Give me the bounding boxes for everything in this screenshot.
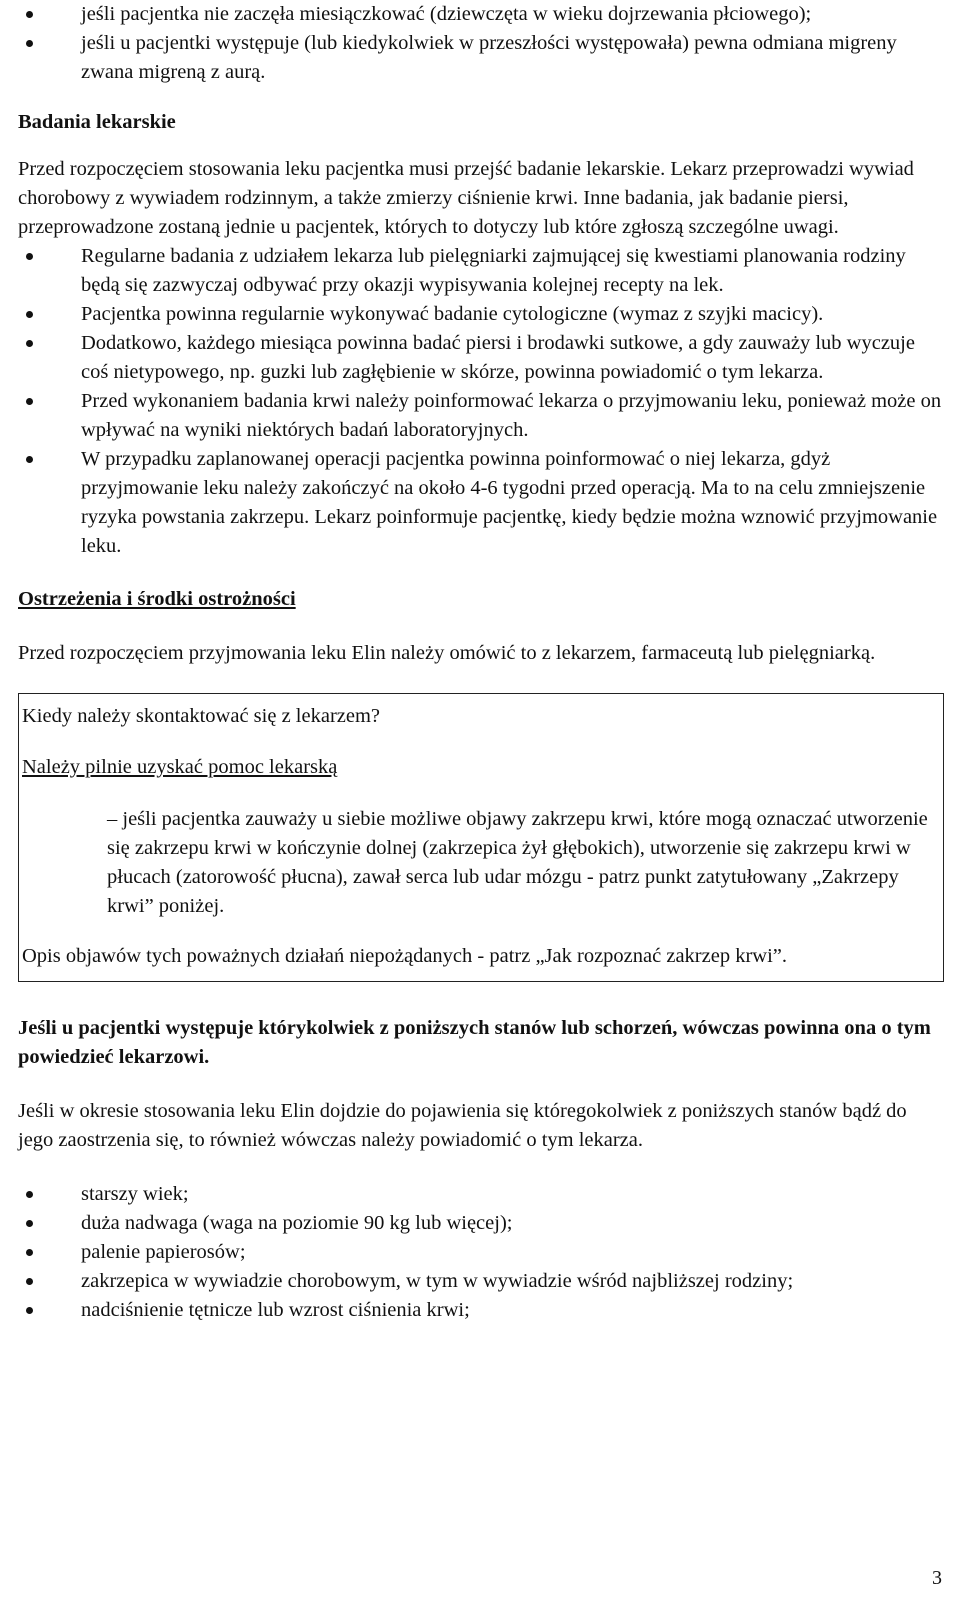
list-item: Przed wykonaniem badania krwi należy poinformować lekarza o przyjmowaniu leku, ponieważ może on wpływać na wyniki niektórych badań laboratoryjnych. [18,387,943,445]
risk-factor-list [18,1180,943,1325]
list-item: Dodatkowo, każdego miesiąca powinna badać piersi i brodawki sutkowe, a gdy zauważy lub wyczuje coś nietypowego, np. guzki lub zagłębienie w skórze, powinna powiadomić o tym lekarza. [18,329,943,387]
badania-list [18,242,943,561]
list-item: palenie papierosów; [18,1238,943,1267]
section-heading-badania: Badania lekarskie [18,111,176,133]
page-number: 3 [932,1567,942,1589]
ostrzezenia-intro: Przed rozpoczęciem przyjmowania leku Elin należy omówić to z lekarzem, farmaceutą lub pielęgniarką. [18,642,876,664]
list-item: jeśli pacjentka nie zaczęła miesiączkować (dziewczęta w wieku dojrzewania płciowego); [18,0,943,29]
list-item: starszy wiek; [18,1180,943,1209]
contraindication-list [18,0,943,87]
section-heading-ostrzezenia: Ostrzeżenia i środki ostrożności [18,588,296,610]
badania-intro: Przed rozpoczęciem stosowania leku pacjentka musi przejść badanie lekarskie. Lekarz przeprowadzi wywiad chorobowy z wywiadem rodzinnym, a także zmierzy ciśnienie krwi. Inne badania, jak badanie piersi, przeprowadzone zostaną jednie u pacjentek, których to dotyczy lub które zgłoszą szczególne uwagi. [18,158,914,238]
box-urgent-heading: Należy pilnie uzyskać pomoc lekarską [22,756,338,778]
stany-intro: Jeśli w okresie stosowania leku Elin dojdzie do pojawienia się któregokolwiek z poniższych stanów bądź do jego zaostrzenia się, to również wówczas należy powiadomić o tym lekarza. [18,1100,907,1151]
list-item: Regularne badania z udziałem lekarza lub pielęgniarki zajmującej się kwestiami planowania rodziny będą się zazwyczaj odbywać przy okazji wypisywania kolejnej recepty na lek. [18,242,943,300]
list-item: nadciśnienie tętnicze lub wzrost ciśnienia krwi; [18,1296,943,1325]
document-page [18,0,943,1325]
list-item: zakrzepica w wywiadzie chorobowym, w tym w wywiadzie wśród najbliższej rodziny; [18,1267,943,1296]
list-item: duża nadwaga (waga na poziomie 90 kg lub więcej); [18,1209,943,1238]
box-dash-item: – jeśli pacjentka zauważy u siebie możliwe objawy zakrzepu krwi, które mogą oznaczać utworzenie się zakrzepu krwi w kończynie dolnej (zakrzepica żył głębokich), utworzenie się zakrzepu krwi w płucach (zatorowość płucna), zawał serca lub udar mózgu - patrz punkt zatytułowany „Zakrzepy krwi” poniżej. [107,808,928,917]
warning-box [18,693,944,982]
list-item: Pacjentka powinna regularnie wykonywać badanie cytologiczne (wymaz z szyjki macicy). [18,300,943,329]
list-item: W przypadku zaplanowanej operacji pacjentka powinna poinformować o niej lekarza, gdyż przyjmowanie leku należy zakończyć na około 4-6 tygodni przed operacją. Ma to na celu zmniejszenie ryzyka powstania zakrzepu. Lekarz poinformuje pacjentkę, kiedy będzie można wznowić przyjmowanie leku. [18,445,943,561]
box-question: Kiedy należy skontaktować się z lekarzem? [22,705,381,727]
list-item: jeśli u pacjentki występuje (lub kiedykolwiek w przeszłości występowała) pewna odmiana migreny zwana migreną z aurą. [18,29,943,87]
box-note: Opis objawów tych poważnych działań niepożądanych - patrz „Jak rozpoznać zakrzep krwi”. [22,945,787,967]
section-heading-stany: Jeśli u pacjentki występuje którykolwiek z poniższych stanów lub schorzeń, wówczas powinna ona o tym powiedzieć lekarzowi. [18,1017,931,1068]
